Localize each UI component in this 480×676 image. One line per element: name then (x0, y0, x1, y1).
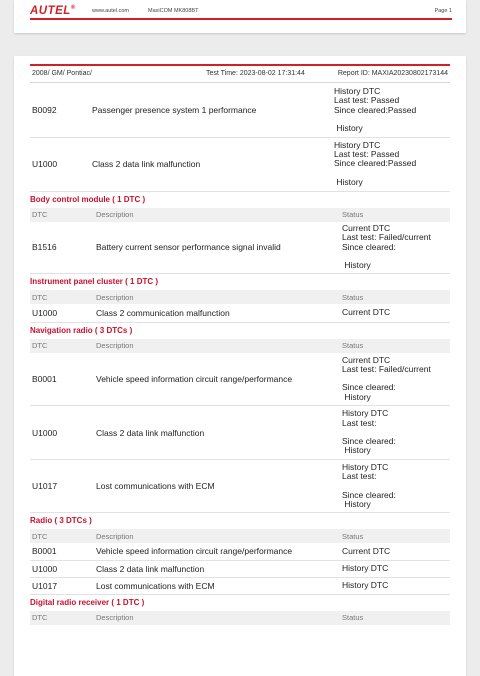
column-header-status: Status (340, 208, 450, 222)
dtc-description: Lost communications with ECM (94, 577, 340, 594)
column-header-description: Description (94, 611, 340, 625)
dtc-status: Current DTC Last test: Failed/current Since cleared: History (340, 222, 450, 274)
dtc-code: U1017 (30, 577, 94, 594)
dtc-report-content (30, 84, 450, 625)
dtc-description: Passenger presence system 1 performance (90, 84, 332, 137)
dtc-table (30, 84, 450, 192)
report-id: Report ID: MAXIA20230802173144 (337, 70, 448, 77)
dtc-description: Class 2 data link malfunction (94, 560, 340, 577)
vehicle-info: 2008/ GM/ Pontiac/ (32, 70, 92, 77)
column-header-status: Status (340, 339, 450, 353)
table-row (30, 560, 450, 577)
dtc-code: B1516 (30, 222, 94, 274)
website-text: www.autel.com (92, 8, 129, 14)
column-header-description: Description (94, 208, 340, 222)
dtc-status: History DTC Last test: Since cleared: History (340, 406, 450, 460)
device-model: MaxiCOM MK808BT (148, 8, 199, 14)
dtc-table (30, 611, 450, 625)
dtc-status: History DTC Last test: Since cleared: History (340, 460, 450, 513)
dtc-code: U1000 (30, 137, 90, 191)
table-row (30, 84, 450, 137)
dtc-description: Lost communications with ECM (94, 460, 340, 513)
dtc-description: Vehicle speed information circuit range/performance (94, 353, 340, 406)
dtc-status: Current DTC Last test: Failed/current Since cleared: History (340, 353, 450, 406)
column-header-description: Description (94, 339, 340, 353)
report-meta-bar (30, 64, 450, 83)
section-title: Instrument panel cluster ( 1 DTC ) (30, 277, 159, 286)
dtc-table (30, 529, 450, 595)
dtc-table (30, 290, 450, 323)
dtc-description: Class 2 data link malfunction (94, 406, 340, 460)
dtc-code: U1000 (30, 406, 94, 460)
dtc-description: Vehicle speed information circuit range/performance (94, 543, 340, 560)
dtc-description: Class 2 data link malfunction (90, 137, 332, 191)
column-header-dtc: DTC (30, 611, 94, 625)
dtc-status: History DTC (340, 577, 450, 594)
table-row (30, 222, 450, 274)
column-header-dtc: DTC (30, 208, 94, 222)
dtc-status: History DTC Last test: Passed Since cleared:Passed History (332, 84, 450, 137)
dtc-status: History DTC Last test: Passed Since cleared:Passed History (332, 137, 450, 191)
dtc-description: Class 2 communication malfunction (94, 304, 340, 322)
dtc-description: Battery current sensor performance signal invalid (94, 222, 340, 274)
dtc-table (30, 208, 450, 275)
section-title: Digital radio receiver ( 1 DTC ) (30, 597, 145, 607)
table-header-row (30, 339, 450, 353)
report-page-2 (14, 56, 466, 676)
table-row (30, 304, 450, 322)
dtc-code: U1000 (30, 304, 94, 322)
section-title: Navigation radio ( 3 DTCs ) (30, 325, 133, 335)
dtc-status: Current DTC (340, 543, 450, 560)
dtc-code: U1000 (30, 560, 94, 577)
column-header-status: Status (340, 290, 450, 304)
page-header (30, 5, 452, 19)
autel-logo: AUTEL® (30, 5, 76, 17)
table-row (30, 353, 450, 406)
dtc-code: B0001 (30, 353, 94, 406)
table-header-row (30, 611, 450, 625)
test-time: Test Time: 2023-08-02 17:31:44 (206, 70, 305, 77)
dtc-code: B0092 (30, 84, 90, 137)
column-header-status: Status (340, 529, 450, 543)
table-row (30, 543, 450, 560)
table-row (30, 406, 450, 460)
dtc-table (30, 339, 450, 514)
table-row (30, 137, 450, 191)
column-header-status: Status (340, 611, 450, 625)
section-title: Radio ( 3 DTCs ) (30, 516, 92, 525)
column-header-description: Description (94, 290, 340, 304)
column-header-dtc: DTC (30, 529, 94, 543)
table-header-row (30, 290, 450, 304)
section-title: Body control module ( 1 DTC ) (30, 194, 146, 204)
dtc-status: History DTC (340, 560, 450, 577)
column-header-description: Description (94, 529, 340, 543)
table-row (30, 577, 450, 594)
page-number: Page 1 (434, 8, 452, 14)
column-header-dtc: DTC (30, 339, 94, 353)
dtc-status: Current DTC (340, 304, 450, 322)
dtc-code: U1017 (30, 460, 94, 513)
table-header-row (30, 208, 450, 222)
column-header-dtc: DTC (30, 290, 94, 304)
dtc-code: B0001 (30, 543, 94, 560)
table-row (30, 460, 450, 513)
report-page-1-header (14, 0, 466, 33)
header-divider (30, 18, 452, 20)
table-header-row (30, 529, 450, 543)
